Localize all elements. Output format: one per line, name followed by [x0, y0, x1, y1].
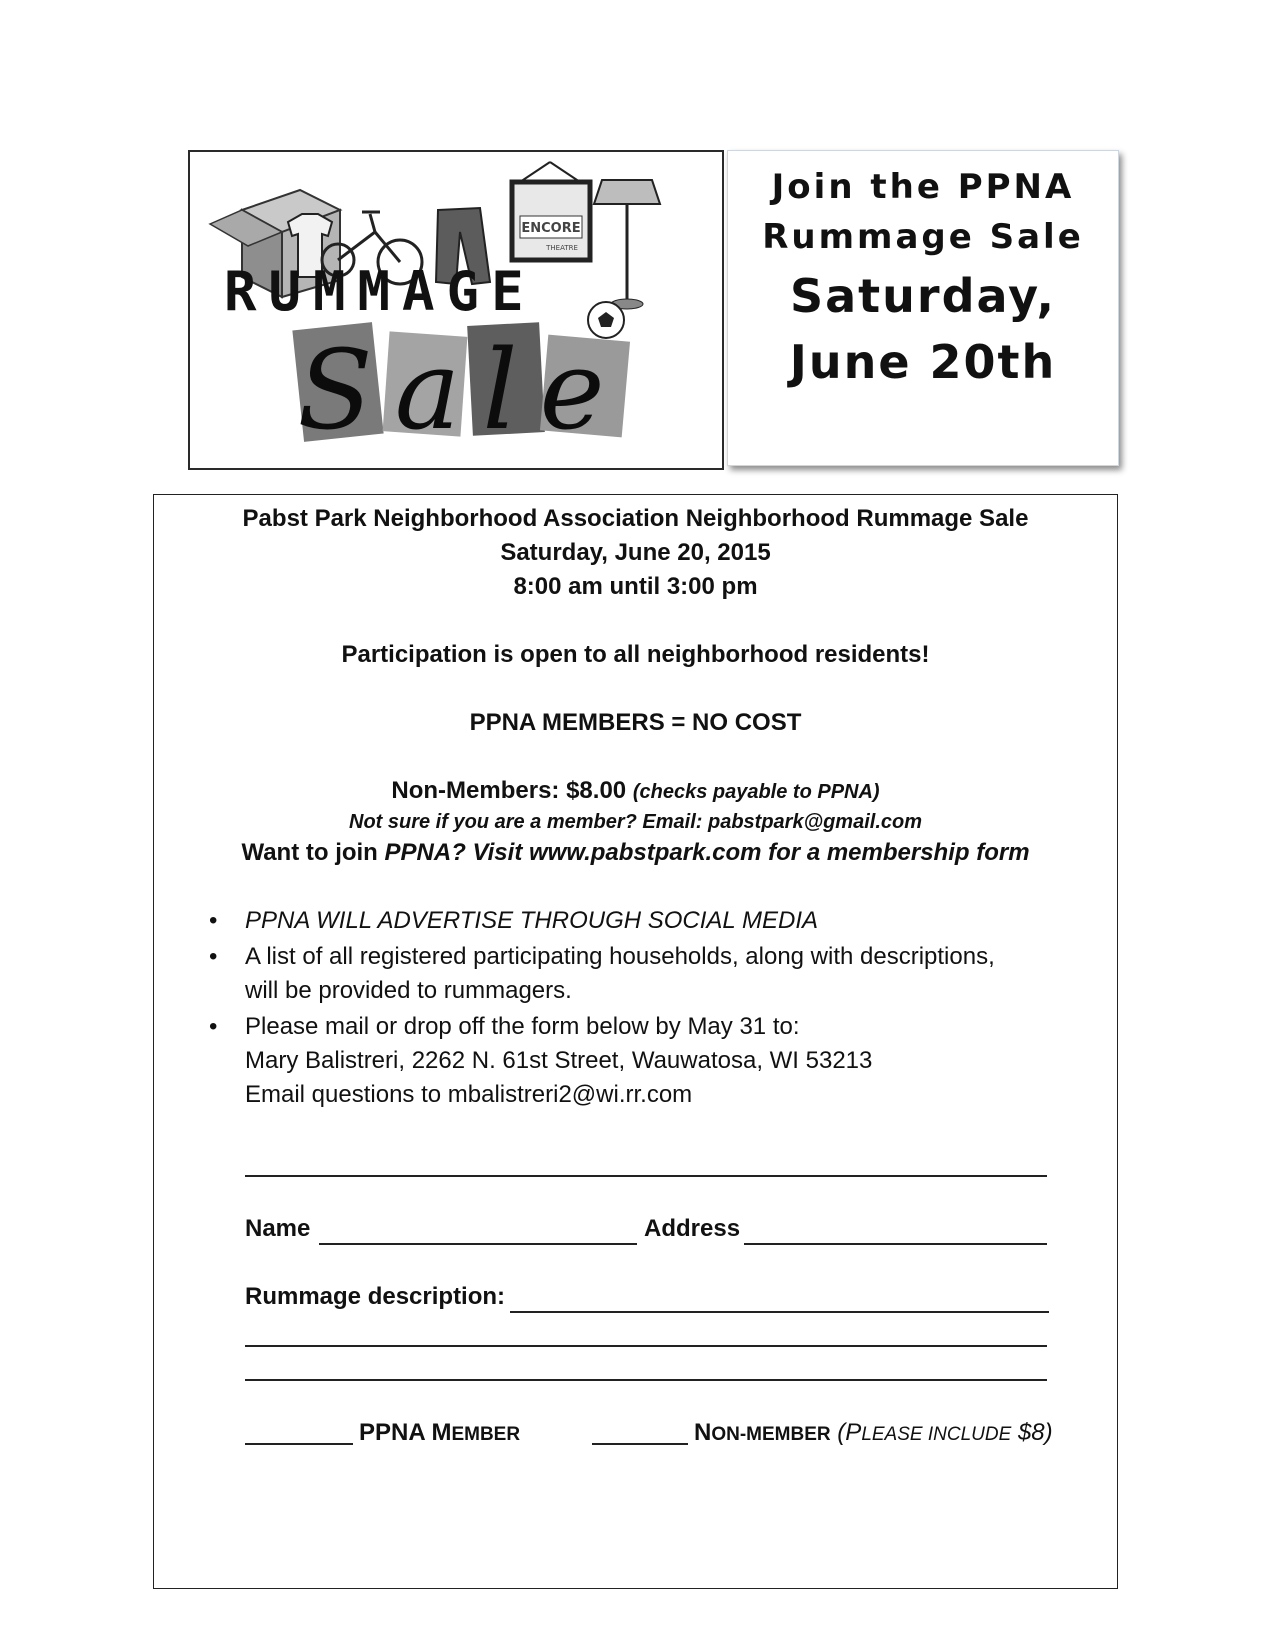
address-label: Address	[644, 1215, 741, 1242]
nonmembers-cost	[154, 777, 1117, 805]
join-line	[154, 839, 1117, 867]
headline-date: June 20th	[789, 335, 1057, 389]
description-field-line-1[interactable]	[510, 1311, 1049, 1313]
sale-time: 8:00 am until 3:00 pm	[513, 573, 758, 600]
rummage-sale-logo	[188, 150, 724, 470]
rummage-word	[224, 260, 536, 323]
member-check-email: Not sure if you are a member? Email: pabstpark@gmail.com	[349, 811, 922, 833]
svg-text:ENCORE: ENCORE	[521, 221, 581, 236]
nonmember-note	[837, 1419, 1052, 1446]
svg-text:RUMMAGE: RUMMAGE	[224, 260, 536, 323]
association-title: Pabst Park Neighborhood Association Neighborhood Rummage Sale	[242, 505, 1029, 532]
members-cost: PPNA MEMBERS = NO COST	[469, 709, 802, 736]
join-link-text: PPNA? Visit www.pabstpark.com for a membership form	[384, 839, 1030, 866]
nonmember-check-blank[interactable]	[592, 1443, 688, 1445]
rummage-sale-illustration	[190, 152, 722, 468]
participation-note: Participation is open to all neighborhood residents!	[341, 641, 930, 668]
description-label: Rummage description:	[245, 1283, 506, 1310]
note-amount: $8)	[1017, 1419, 1053, 1446]
bullet-mail-address: Mary Balistreri, 2262 N. 61st Street, Wauwatosa, WI 53213	[245, 1047, 873, 1074]
sale-info-form	[153, 494, 1118, 1589]
headline-date-day: Saturday,	[789, 269, 1057, 323]
description-field-line-2[interactable]	[245, 1345, 1047, 1347]
description-field-line-3[interactable]	[245, 1379, 1047, 1381]
lamp-icon	[594, 180, 660, 309]
bullet-mail-line-1: Please mail or drop off the form below by May 31 to:	[245, 1013, 800, 1040]
join-prefix: Want to join	[241, 839, 378, 866]
headline-panel	[727, 150, 1119, 466]
bullet-list-line-2: will be provided to rummagers.	[245, 977, 572, 1004]
cut-line	[245, 1175, 1047, 1177]
member-option-cap: PPNA M	[359, 1419, 452, 1446]
bullet-email-questions: Email questions to mbalistreri2@wi.rr.com	[245, 1081, 693, 1108]
sale-date: Saturday, June 20, 2015	[500, 539, 771, 566]
bullet-dot: •	[209, 943, 218, 970]
bullet-list-line-1: A list of all registered participating households, along with descriptions,	[245, 943, 995, 970]
note-paren: (	[837, 1419, 846, 1446]
member-option-label	[359, 1419, 520, 1447]
note-rest: LEASE INCLUDE	[861, 1424, 1012, 1445]
nonmember-cap: N	[694, 1419, 712, 1446]
nonmembers-price: Non-Members: $8.00	[391, 777, 627, 804]
nonmember-rest: ON-MEMBER	[711, 1424, 831, 1445]
name-label: Name	[245, 1215, 311, 1242]
note-cap: P	[845, 1419, 862, 1446]
nonmember-option-label	[694, 1419, 1053, 1447]
name-field[interactable]	[319, 1243, 637, 1245]
svg-text:Sale: Sale	[297, 326, 627, 454]
member-check-blank[interactable]	[245, 1443, 353, 1445]
svg-text:THEATRE: THEATRE	[546, 244, 578, 252]
member-option-rest: EMBER	[451, 1424, 521, 1445]
sale-tiles	[292, 322, 630, 454]
picture-frame-icon	[512, 162, 590, 260]
address-field[interactable]	[744, 1243, 1047, 1245]
bullet-dot: •	[209, 1013, 218, 1040]
nonmembers-check-note: (checks payable to PPNA)	[632, 781, 880, 803]
bullet-social-media: PPNA WILL ADVERTISE THROUGH SOCIAL MEDIA	[245, 907, 819, 934]
bullet-dot: •	[209, 907, 218, 934]
headline-line-2: Rummage Sale	[762, 217, 1084, 257]
headline-line-1: Join the PPNA	[771, 167, 1075, 207]
